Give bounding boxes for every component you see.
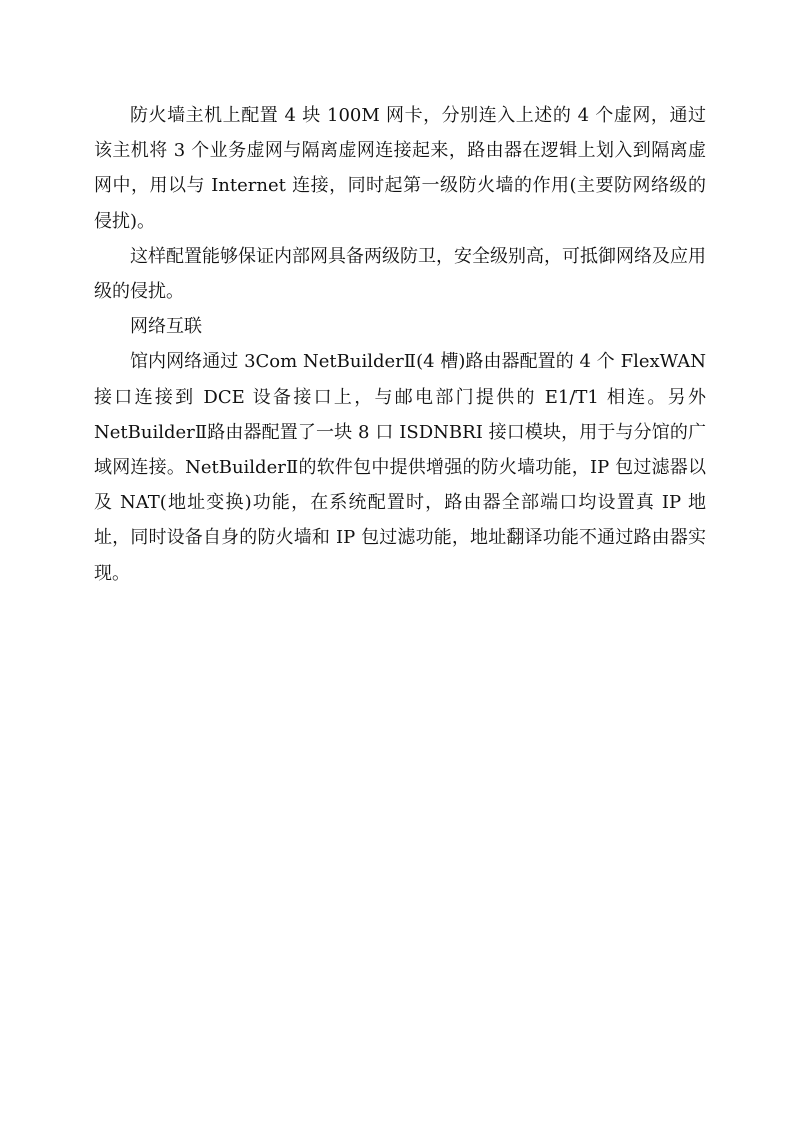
paragraph-firewall-config: 防火墙主机上配置 4 块 100M 网卡，分别连入上述的 4 个虚网，通过该主机将 3 个业务虚网与隔离虚网连接起来，路由器在逻辑上划入到隔离虚网中，用以与 Internet 连接，同时起第一级防火墙的作用(主要防网络级的侵扰)。 <box>94 105 706 232</box>
section-heading-network-interconnect: 网络互联 <box>130 316 202 338</box>
paragraph-two-level-defense: 这样配置能够保证内部网具备两级防卫，安全级别高，可抵御网络及应用级的侵扰。 <box>94 245 706 303</box>
paragraph-network-interconnect: 馆内网络通过 3Com NetBuilderⅡ(4 槽)路由器配置的 4 个 FlexWAN 接口连接到 DCE 设备接口上，与邮电部门提供的 E1/T1 相连。另外 NetBuilderⅡ路由器配置了一块 8 口 ISDNBRI 接口模块，用于与分馆的广域网连接。NetBuilderⅡ的软件包中提供增强的防火墙功能，IP 包过滤器以及 NAT(地址变换)功能，在系统配置时，路由器全部端口均设置真 IP 地址，同时设备自身的防火墙和 IP 包过滤功能，地址翻译功能不通过路由器实现。 <box>94 351 706 584</box>
document-body <box>94 98 706 591</box>
